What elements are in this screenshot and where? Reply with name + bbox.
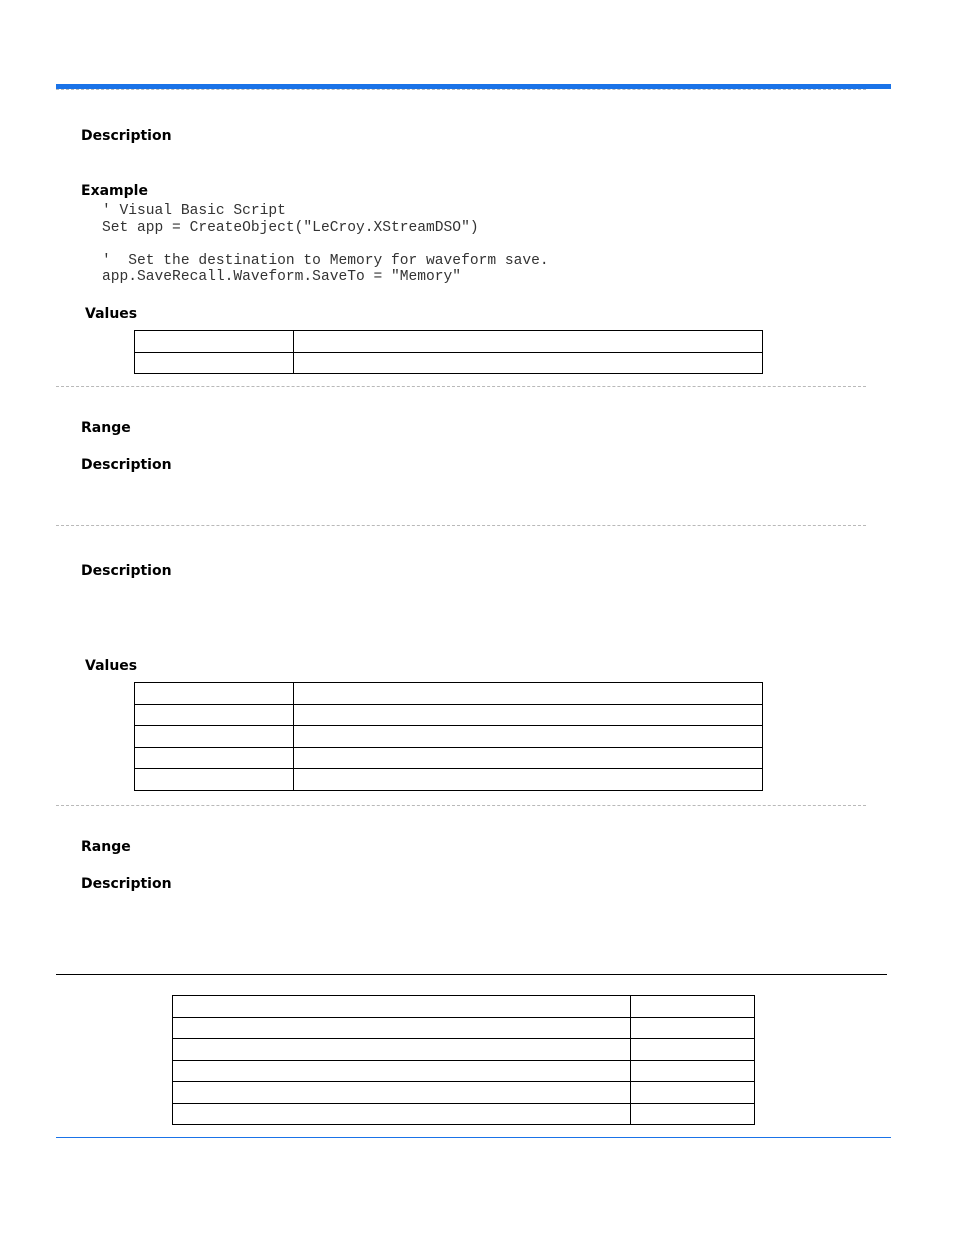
footer-table	[172, 995, 755, 1125]
table-cell	[173, 1039, 631, 1061]
description-heading: Description	[81, 457, 172, 473]
table-cell	[135, 352, 294, 374]
table-row	[173, 1103, 755, 1125]
table-cell	[135, 704, 294, 726]
table-cell	[631, 1017, 755, 1039]
footer-rule	[56, 974, 887, 975]
table-cell	[294, 726, 763, 748]
table-row	[173, 1060, 755, 1082]
table-cell	[173, 996, 631, 1018]
table-row	[135, 704, 763, 726]
table-cell	[294, 704, 763, 726]
table-cell	[631, 1060, 755, 1082]
header-dashed-rule	[56, 89, 866, 90]
values-table	[134, 682, 763, 791]
table-row	[173, 996, 755, 1018]
table-row	[135, 683, 763, 705]
table-cell	[631, 1082, 755, 1104]
table-cell	[135, 331, 294, 353]
description-heading: Description	[81, 876, 172, 892]
table-cell	[135, 726, 294, 748]
table-cell	[135, 747, 294, 769]
page-bottom-rule	[56, 1137, 891, 1138]
table-cell	[631, 996, 755, 1018]
table-row	[173, 1082, 755, 1104]
table-cell	[173, 1082, 631, 1104]
table-cell	[631, 1103, 755, 1125]
table-row	[173, 1017, 755, 1039]
example-code-block: ' Visual Basic Script Set app = CreateObject("LeCroy.XStreamDSO") ' Set the destination to Memory for waveform save. app.SaveRecall.Waveform.SaveTo = "Memory"	[102, 203, 549, 285]
values-heading: Values	[85, 658, 138, 674]
table-cell	[135, 769, 294, 791]
table-row	[135, 331, 763, 353]
table-cell	[294, 352, 763, 374]
description-heading: Description	[81, 128, 172, 144]
table-cell	[173, 1017, 631, 1039]
table-row	[135, 747, 763, 769]
table-cell	[173, 1103, 631, 1125]
table-cell	[294, 769, 763, 791]
table-cell	[173, 1060, 631, 1082]
table-cell	[294, 747, 763, 769]
table-cell	[135, 683, 294, 705]
table-cell	[294, 683, 763, 705]
section-divider	[56, 386, 866, 387]
description-heading: Description	[81, 563, 172, 579]
table-cell	[631, 1039, 755, 1061]
example-heading: Example	[81, 183, 148, 199]
section-divider	[56, 805, 866, 806]
values-heading: Values	[85, 306, 138, 322]
range-heading: Range	[81, 420, 131, 436]
range-heading: Range	[81, 839, 131, 855]
table-row	[173, 1039, 755, 1061]
table-cell	[294, 331, 763, 353]
values-table	[134, 330, 763, 374]
table-row	[135, 769, 763, 791]
table-row	[135, 352, 763, 374]
section-divider	[56, 525, 866, 526]
table-row	[135, 726, 763, 748]
